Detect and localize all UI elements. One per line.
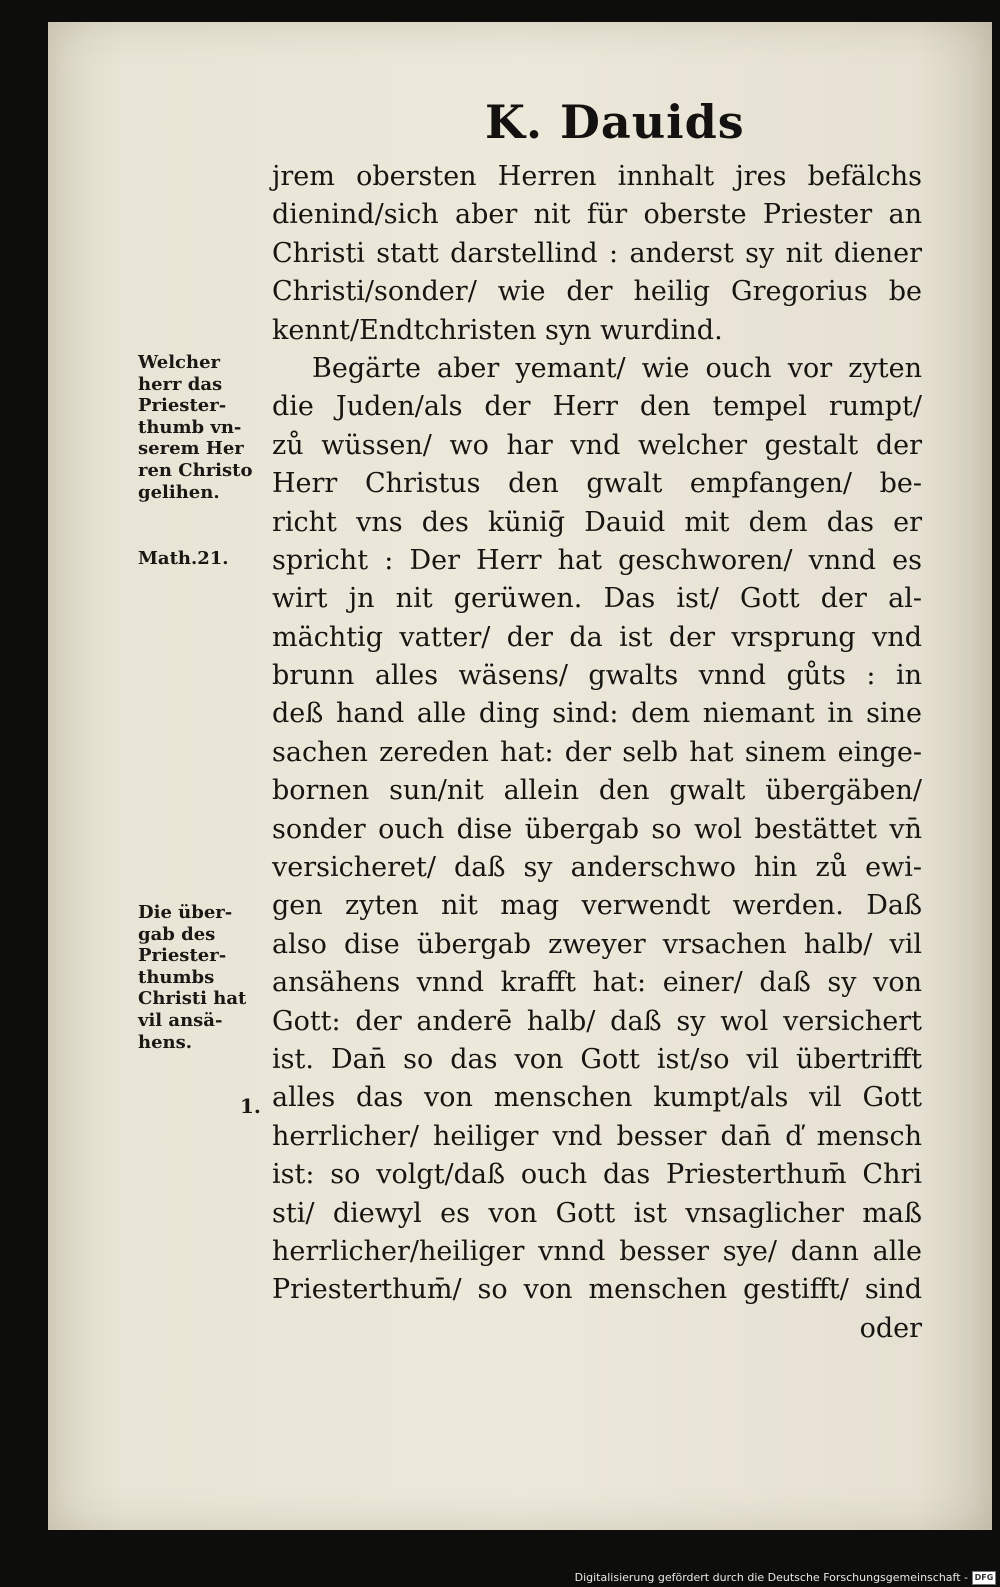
text-line: zů wüssen/ wo har vnd welcher gestalt der — [272, 429, 922, 461]
text-line: Christi statt darstellind : anderst sy nit diener — [272, 237, 922, 269]
text-line: Christi/sonder/ wie der heilig Gregorius be — [272, 276, 922, 308]
margin-note-scripture-reference — [138, 548, 266, 570]
text-line: Herr Christus den gwalt empfangen/ be- — [272, 468, 922, 500]
text-line: Gott: der anderē halb/ daß sy wol versichert — [272, 1005, 922, 1037]
text-line: die Juden/als der Herr den tempel rumpt/ — [272, 391, 922, 423]
text-line: kennt/Endtchristen syn wurdind. — [272, 314, 723, 346]
margin-note-transfer-of-priesthood — [138, 902, 266, 1053]
text-line: richt vns des küniḡ Dauid mit dem das er — [272, 506, 922, 538]
margin-note-line: herr das — [138, 373, 223, 395]
text-line: spricht : Der Herr hat geschworen/ vnnd es — [272, 544, 922, 576]
text-line: Begärte aber yemant/ wie ouch vor zyten — [312, 352, 922, 384]
text-line: herrlicher/heiliger vnnd besser sye/ dann alle — [272, 1235, 922, 1267]
margin-note-line: Priester- — [138, 395, 227, 417]
margin-note-line: hens. — [138, 1031, 193, 1053]
margin-note-line: Math.21. — [138, 548, 229, 569]
text-line: herrlicher/ heiliger vnd besser dan̄ ď mensch — [272, 1120, 922, 1152]
text-line: wirt jn nit gerüwen. Das ist/ Gott der al- — [272, 583, 922, 615]
margin-note-line: ren Christo — [138, 459, 253, 481]
text-line: also dise übergab zweyer vrsachen halb/ vil — [272, 928, 922, 960]
text-line: dienind/sich aber nit für oberste Priester an — [272, 199, 922, 231]
margin-note-line: Die über- — [138, 902, 233, 923]
dfg-logo: DFG — [972, 1571, 996, 1585]
text-line: sti/ diewyl es von Gott ist vnsaglicher maß — [272, 1197, 922, 1229]
text-line: deß hand alle ding sind: dem niemant in sine — [272, 698, 922, 730]
text-line: ist: so volgt/daß ouch das Priesterthum̄ Chri — [272, 1159, 922, 1191]
text-line: ist. Dan̄ so das von Gott ist/so vil übertrifft — [272, 1043, 922, 1075]
margin-note-line: Welcher — [138, 352, 221, 373]
text-line: bornen sun/nit allein den gwalt übergäben/ — [272, 775, 922, 807]
margin-note-priesthood-given — [138, 352, 266, 503]
running-title: K. Dauids — [485, 95, 745, 149]
text-line: jrem obersten Herren innhalt jres befälchs — [272, 161, 922, 192]
text-line: sonder ouch dise übergab so wol bestättet vn̄ — [272, 813, 922, 845]
margin-note-line: vil ansä- — [138, 1009, 223, 1031]
catchword: oder — [859, 1312, 922, 1344]
text-line: sachen zereden hat: der selb hat sinem einge- — [272, 736, 922, 768]
digitization-credit: Digitalisierung gefördert durch die Deutsche Forschungsgemeinschaft - — [574, 1571, 968, 1584]
margin-note-line: thumbs — [138, 966, 215, 988]
text-line: brunn alles wäsens/ gwalts vnnd gůts : in — [272, 660, 922, 692]
margin-note-line: thumb vn- — [138, 416, 242, 438]
margin-note-line: gelihen. — [138, 481, 220, 503]
margin-note-line: Christi hat — [138, 988, 247, 1010]
text-line: versicheret/ daß sy anderschwo hin zů ewi- — [272, 852, 922, 884]
text-line: ansähens vnnd krafft hat: einer/ daß sy von — [272, 967, 922, 999]
text-line: Priesterthum̄/ so von menschen gestifft/ sind — [272, 1274, 922, 1306]
text-line: mächtig vatter/ der da ist der vrsprung vnd — [272, 621, 922, 653]
main-text-block — [272, 158, 922, 1348]
text-line: gen zyten nit mag verwendt werden. Daß — [272, 890, 922, 922]
paragraph-marker: 1. — [240, 1094, 261, 1118]
margin-note-line: gab des — [138, 923, 216, 945]
text-line: alles das von menschen kumpt/als vil Gott — [272, 1082, 922, 1114]
margin-note-line: serem Her — [138, 438, 244, 460]
margin-note-line: Priester- — [138, 945, 227, 967]
